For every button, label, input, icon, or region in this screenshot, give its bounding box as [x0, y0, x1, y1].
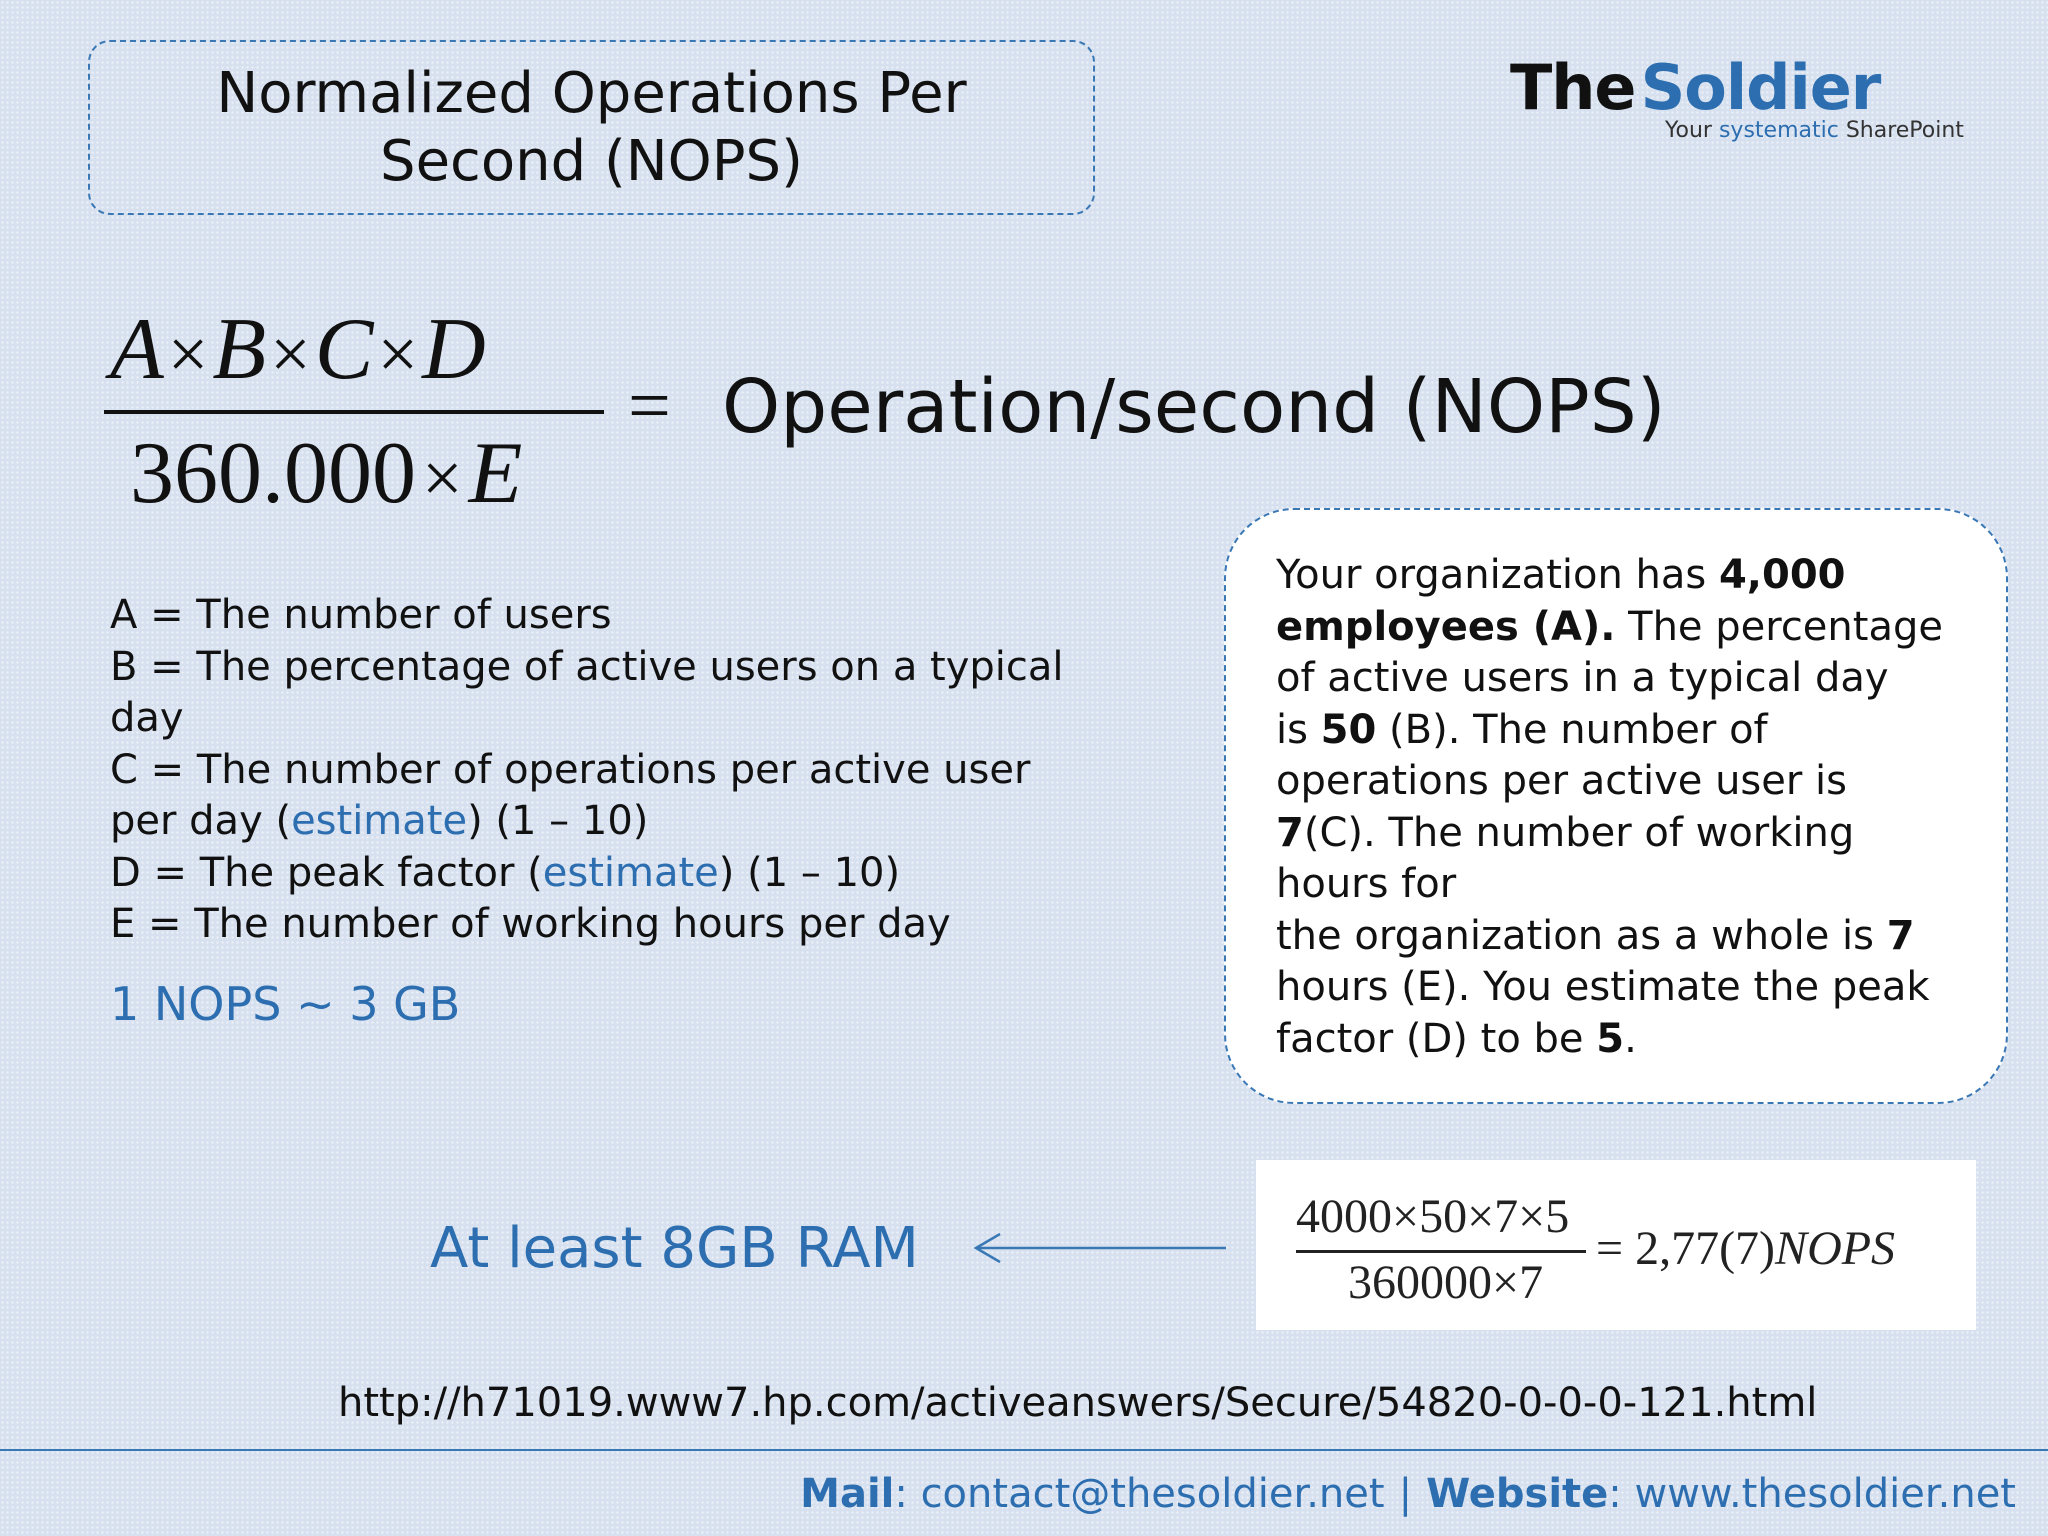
example-text-span: . [1624, 1015, 1637, 1062]
formula-fraction-bar [104, 410, 604, 414]
formula-var-b: B [212, 301, 267, 398]
example-hours-value: 7 [1886, 912, 1915, 959]
footer-website-label: Website [1426, 1471, 1609, 1517]
example-text [1276, 550, 1976, 1065]
variable-definitions [110, 590, 1110, 951]
formula-times-4: × [422, 438, 463, 518]
footer [800, 1466, 2016, 1522]
example-line-2 [1276, 602, 1976, 654]
formula-result: Operation/second (NOPS) [722, 364, 1666, 450]
example-line-8 [1276, 911, 1976, 963]
example-peak-factor-value: 5 [1596, 1015, 1625, 1062]
slide-title [216, 60, 966, 196]
definition-d [110, 848, 1110, 900]
footer-divider [0, 1449, 2048, 1451]
definition-b-line-2: day [110, 695, 184, 741]
calculation-result-value: = 2,77(7) [1596, 1222, 1776, 1275]
footer-separator: | [1398, 1471, 1413, 1517]
definition-c-suffix: ) (1 – 10) [467, 798, 649, 844]
example-line-7: hours for [1276, 861, 1457, 907]
nops-memory-note: 1 NOPS ~ 3 GB [110, 977, 461, 1031]
calculation-numerator: 4000×50×7×5 [1296, 1190, 1570, 1243]
definition-b-line-1: B = The percentage of active users on a typical [110, 643, 1064, 690]
footer-mail-label: Mail [800, 1471, 895, 1517]
example-line-6 [1276, 808, 1976, 860]
example-text-span: (C). The number of working [1303, 809, 1855, 856]
title-line-1: Normalized Operations Per [216, 60, 967, 126]
calculation-denominator: 360000×7 [1348, 1256, 1544, 1309]
example-text-span: is [1276, 706, 1321, 753]
definition-a: A = The number of users [110, 592, 612, 638]
logo [1510, 52, 1990, 152]
definition-c-line-1: C = The number of operations per active user [110, 746, 1031, 793]
footer-mail-link[interactable]: : contact@thesoldier.net [894, 1471, 1385, 1517]
example-text-span: the organization as a whole is [1276, 912, 1887, 959]
ram-conclusion: At least 8GB RAM [430, 1216, 919, 1281]
formula-times-1: × [167, 314, 209, 394]
example-line-10 [1276, 1014, 1976, 1066]
formula-equals: = [628, 364, 671, 448]
example-text-span: Your organization has [1276, 552, 1719, 598]
logo-tagline-highlight: systematic [1718, 118, 1839, 143]
calculation-result [1596, 1222, 1895, 1276]
definition-d-estimate: estimate [542, 849, 719, 896]
example-line-3: of active users in a typical day [1276, 655, 1889, 701]
calculation-result-unit: NOPS [1775, 1222, 1896, 1275]
formula-times-3: × [377, 314, 419, 394]
formula-numerator [110, 300, 486, 404]
example-active-percentage: 50 [1320, 706, 1377, 753]
example-text-span: factor (D) to be [1276, 1015, 1597, 1062]
footer-website-link[interactable]: : www.thesoldier.net [1608, 1471, 2016, 1517]
logo-tagline-prefix: Your [1665, 118, 1719, 143]
example-employees-count: 4,000 [1718, 552, 1846, 598]
logo-word-the: The [1510, 51, 1636, 124]
calculation-box [1256, 1160, 1976, 1330]
example-line-9: hours (E). You estimate the peak [1276, 964, 1930, 1010]
calculation-fraction-bar [1296, 1250, 1586, 1253]
example-text-span: The percentage [1615, 603, 1943, 650]
title-line-2: Second (NOPS) [380, 128, 803, 194]
example-employees-label: employees (A). [1276, 603, 1616, 650]
formula-denominator [130, 424, 522, 528]
logo-tagline-suffix: SharePoint [1838, 118, 1964, 143]
formula-constant: 360.000 [130, 425, 416, 522]
title-box [88, 40, 1095, 215]
example-line-4 [1276, 705, 1976, 757]
definition-d-prefix: D = The peak factor ( [110, 849, 543, 896]
formula-var-e: E [468, 425, 523, 522]
example-line-1 [1276, 550, 1976, 602]
formula-times-2: × [270, 314, 311, 394]
source-url: http://h71019.www7.hp.com/activeanswers/Secure/54820-0-0-0-121.html [338, 1380, 1818, 1426]
definition-d-suffix: ) (1 – 10) [718, 849, 901, 896]
formula-var-c: C [314, 301, 374, 398]
example-text-span: (B). The number of [1376, 706, 1768, 753]
definition-c-prefix: per day ( [110, 798, 292, 844]
formula-var-d: D [422, 301, 486, 398]
definition-c-estimate: estimate [291, 798, 468, 844]
example-line-5: operations per active user is [1276, 758, 1847, 804]
logo-word-soldier: Soldier [1640, 51, 1881, 124]
formula-var-a: A [110, 301, 164, 398]
example-box [1224, 508, 2008, 1104]
definition-c-line-2 [110, 796, 1110, 848]
example-operations-value: 7 [1276, 809, 1304, 856]
left-arrow-icon [970, 1228, 1230, 1268]
logo-tagline [1665, 118, 1964, 143]
definition-e: E = The number of working hours per day [110, 901, 951, 947]
